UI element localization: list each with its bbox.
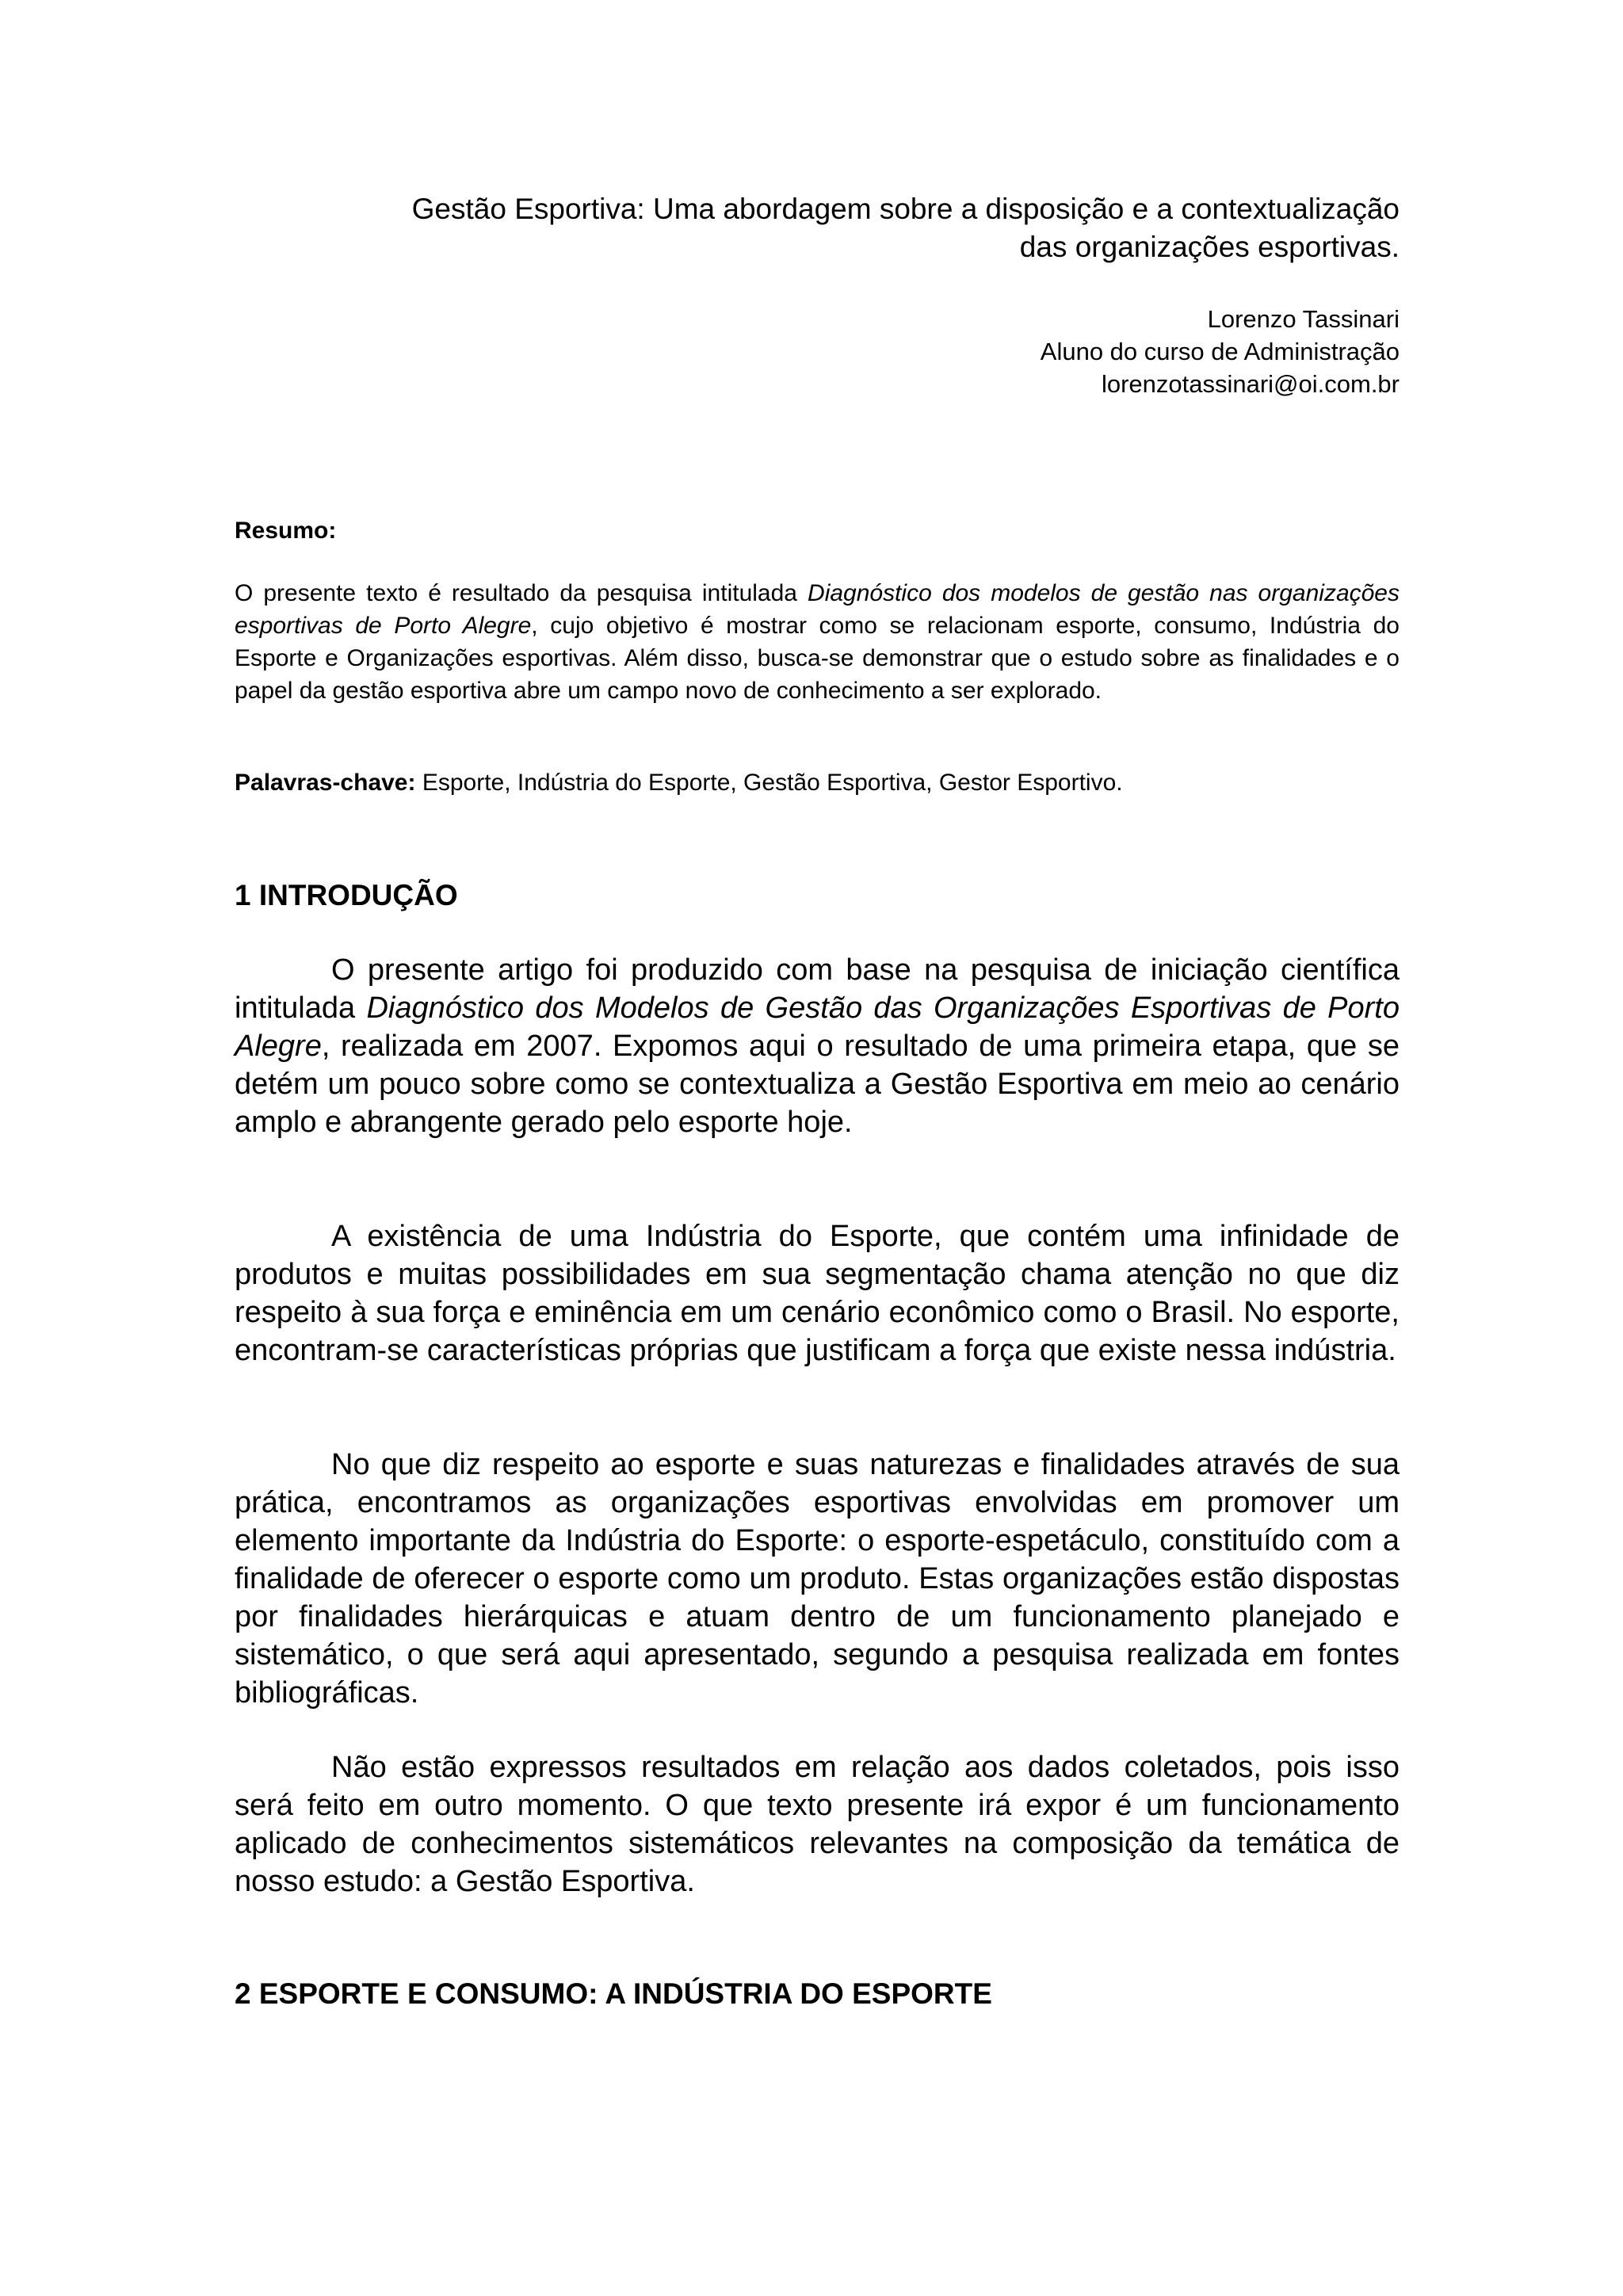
- keywords-text: Esporte, Indústria do Esporte, Gestão Esportiva, Gestor Esportivo.: [415, 770, 1123, 796]
- intro-p1-after: , realizada em 2007. Expomos aqui o resultado de uma primeira etapa, que se detém um pouco sobre como se contextualiza a Gestão Esportiva em meio ao cenário amplo e abrangente gerado pelo esporte hoje.: [235, 1030, 1400, 1139]
- paper-title: [235, 190, 1400, 266]
- paper-title-line-2: das organizações esportivas.: [1019, 231, 1400, 263]
- section-2-heading: 2 ESPORTE E CONSUMO: A INDÚSTRIA DO ESPORTE: [235, 1977, 992, 2010]
- abstract-italic-title: Diagnóstico dos modelos de gestão nas organizações esportivas de Porto Alegre: [235, 580, 1400, 639]
- keywords: [235, 767, 1400, 799]
- intro-paragraph-1: [235, 951, 1400, 1141]
- abstract-text-after: , cujo objetivo é mostrar como se relacionam esporte, consumo, Indústria do Esporte e Organizações esportivas. Além disso, busca-se demonstrar que o estudo sobre as finalidades e o papel da gestão esportiva abre um campo novo de conhecimento a ser explorado.: [235, 613, 1400, 704]
- intro-paragraph-3: No que diz respeito ao esporte e suas naturezas e finalidades através de sua prática, encontramos as organizações esportivas envolvidas em promover um elemento importante da Indústria do Esporte: o esporte-espetáculo, constituído com a finalidade de oferecer o esporte como um produto. Estas organizações estão dispostas por finalidades hierárquicas e atuam dentro de um funcionamento planejado e sistemático, o que será aqui apresentado, segundo a pesquisa realizada em fontes bibliográficas.: [235, 1448, 1400, 1710]
- keywords-label: Palavras-chave:: [235, 770, 416, 796]
- abstract-text-before: O presente texto é resultado da pesquisa intitulada: [235, 580, 808, 606]
- author-block: [235, 303, 1400, 400]
- intro-paragraph-2: A existência de uma Indústria do Esporte, que contém uma infinidade de produtos e muitas possibilidades em sua segmentação chama atenção no que diz respeito à sua força e eminência em um cenário econômico como o Brasil. No esporte, encontram-se características próprias que justificam a força que existe nessa indústria.: [235, 1220, 1400, 1367]
- intro-p1-italic: Diagnóstico dos Modelos de Gestão das Organizações Esportivas de Porto Alegre: [235, 991, 1400, 1063]
- author-role: Aluno do curso de Administração: [1040, 338, 1400, 365]
- intro-paragraph-4: Não estão expressos resultados em relação aos dados coletados, pois isso será feito em outro momento. O que texto presente irá expor é um funcionamento aplicado de conhecimentos sistemáticos relevantes na composição da temática de nosso estudo: a Gestão Esportiva.: [235, 1751, 1400, 1898]
- author-email: lorenzotassinari@oi.com.br: [1101, 370, 1400, 398]
- intro-p1-before: O presente artigo foi produzido com base na pesquisa de iniciação científica intitulada: [235, 953, 1400, 1025]
- abstract-label: Resumo:: [235, 518, 337, 544]
- paper-title-line-1: Gestão Esportiva: Uma abordagem sobre a disposição e a contextualização: [411, 193, 1400, 225]
- abstract-text: [235, 577, 1400, 707]
- author-name: Lorenzo Tassinari: [1207, 305, 1400, 333]
- section-1-heading: 1 INTRODUÇÃO: [235, 879, 458, 911]
